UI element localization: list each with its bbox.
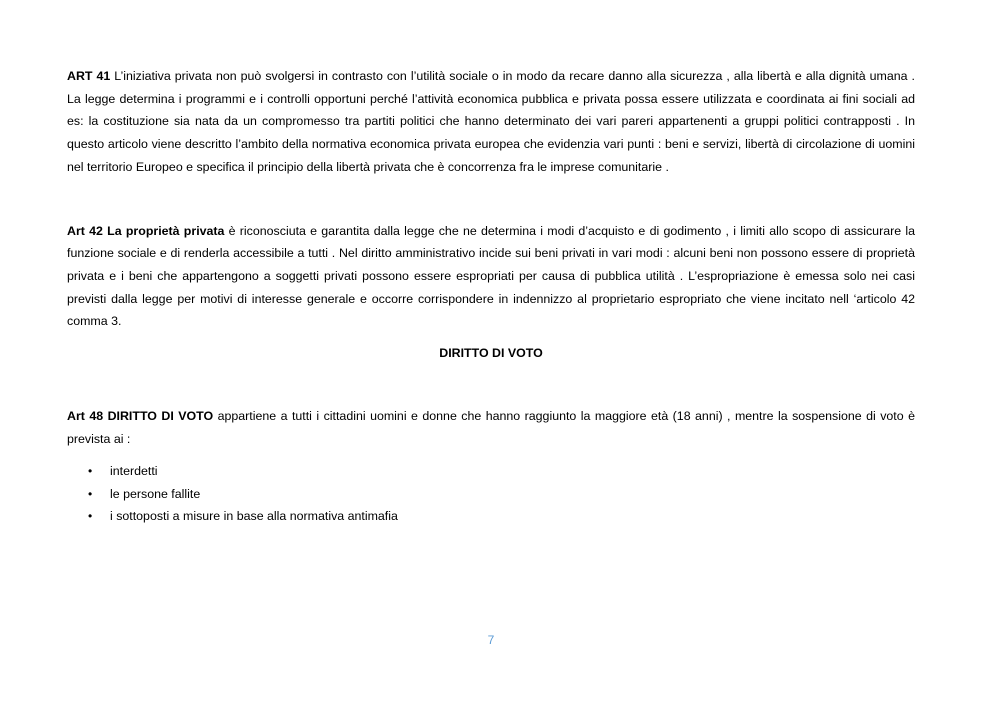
section-heading: DIRITTO DI VOTO	[439, 346, 543, 361]
bullet-icon: •	[88, 464, 93, 479]
page-number: 7	[487, 633, 495, 647]
list-item-text: le persone fallite	[110, 486, 201, 501]
article-42-text: è riconosciuta e garantita dalla legge che ne determina i modi d’acquisto e di godimento , i limiti allo scopo di assicurare la funzione sociale e di renderla accessibile a tutti . Nel diritto amministrativo incide sui beni privati in vari modi : alcuni beni non possono essere di proprietà privata e i beni che appartengono a soggetti privati possono essere espropriati per causa di pubblica utilità . L’espropriazione è emessa solo nei casi previsti dalla legge per motivi di interesse generale e occorre corrispondere in indennizzo al proprietario espropriato che viene incitato nell ‘articolo 42 comma 3.	[67, 223, 915, 329]
article-48-paragraph	[67, 405, 915, 450]
article-48-label: Art 48 DIRITTO DI VOTO	[67, 409, 214, 424]
bullet-icon: •	[88, 486, 93, 501]
list-item	[67, 460, 915, 482]
article-41-paragraph	[67, 65, 915, 179]
article-41-label: ART 41	[67, 69, 111, 83]
article-41-text: L’iniziativa privata non può svolgersi in contrasto con l’utilità sociale o in modo da recare danno alla sicurezza , alla libertà e alla dignità umana . La legge determina i programmi e i controlli opportuni perché l’attività economica pubblica e privata possa essere utilizzata e coordinata ai fini sociali ad es: la costituzione sia nata da un compromesso tra partiti politici che hanno determinato dei vari pareri appartenenti a gruppi politici contrapposti . In questo articolo viene descritto l’ambito della normativa economica privata europea che evidenzia vari punti : beni e servizi, libertà di circolazione di uomini nel territorio Europeo e specifica il principio della libertà privata che è concorrenza fra le imprese comunitarie .	[67, 69, 915, 174]
document-page	[67, 65, 915, 528]
list-item	[67, 483, 915, 505]
list-item-text: interdetti	[110, 464, 158, 479]
article-42-paragraph	[67, 220, 915, 334]
bullet-icon: •	[88, 509, 93, 524]
article-42-label: Art 42 La proprietà privata	[67, 223, 225, 238]
bullet-list	[67, 460, 915, 527]
article-48-text: appartiene a tutti i cittadini uomini e donne che hanno raggiunto la maggiore età (18 anni) , mentre la sospensione di voto è prevista ai :	[67, 409, 915, 446]
list-item-text: i sottoposti a misure in base alla normativa antimafia	[110, 509, 398, 524]
list-item	[67, 505, 915, 527]
